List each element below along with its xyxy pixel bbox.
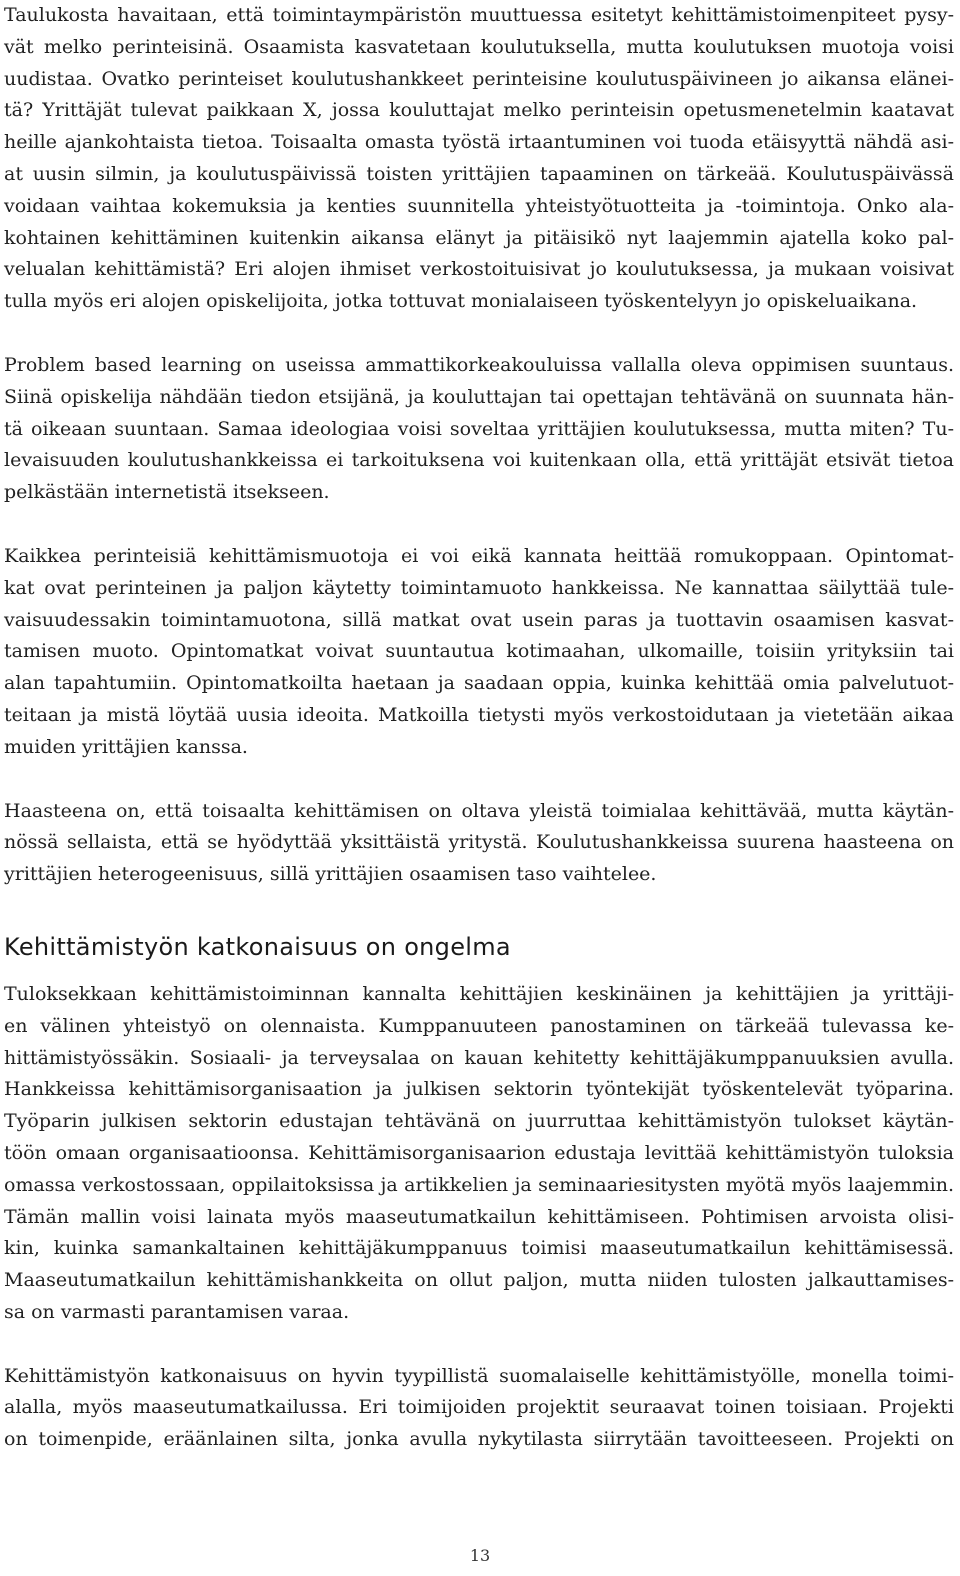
paragraph: [4, 1361, 954, 1456]
text-line: omassa verkostossaan, oppilaitoksissa ja artikkelien ja seminaariesitysten myötä myös laajemmin.: [4, 1173, 954, 1196]
text-line: heille ajankohtaista tietoa. Toisaalta omasta työstä irtaantuminen voi tuoda etäisyyttä nähdä asi-: [4, 131, 954, 154]
text-line: Hankkeissa kehittämisorganisaation ja julkisen sektorin työntekijät työskentelevät työparina.: [4, 1078, 954, 1101]
paragraph: [4, 350, 954, 509]
text-line: kin, kuinka samankaltainen kehittäjäkumppanuus toimisi maaseutumatkailun kehittämisessä.: [4, 1237, 954, 1260]
text-line: teitaan ja mistä löytää uusia ideoita. Matkoilla tietysti myös verkostoidutaan ja vietetään aikaa: [4, 703, 954, 726]
text-line: muiden yrittäjien kanssa.: [4, 735, 248, 758]
text-line: tulla myös eri alojen opiskelijoita, jotka tottuvat monialaiseen työskentelyyn jo opiskeluaikana.: [4, 290, 918, 313]
paragraph: [4, 979, 954, 1329]
text-line: Maaseutumatkailun kehittämishankkeita on ollut paljon, mutta niiden tulosten jalkauttamises-: [4, 1269, 954, 1292]
paragraph: [4, 0, 954, 318]
body-text-after-heading: [4, 979, 954, 1456]
text-line: vaisuudessakin toimintamuotona, sillä matkat ovat usein paras ja tuottavin osaamisen kasvat-: [4, 608, 954, 631]
text-line: levaisuuden koulutushankkeissa ei tarkoituksena voi kuitenkaan olla, että yrittäjät etsivät tietoa: [4, 449, 954, 472]
text-line: Kaikkea perinteisiä kehittämismuotoja ei voi eikä kannata heittää romukoppaan. Opintomat-: [4, 544, 954, 567]
text-line: hittämistyössäkin. Sosiaali- ja terveysalaa on kauan kehitetty kehittäjäkumppanuuksien avulla.: [4, 1046, 954, 1069]
paragraph-gap: [4, 764, 954, 796]
text-line: Tuloksekkaan kehittämistoiminnan kannalta kehittäjien keskinäinen ja kehittäjien ja yrittäji-: [4, 982, 954, 1005]
text-line: alan tapahtumiin. Opintomatkoilta haetaan ja saadaan oppia, kuinka kehittää omia palvelutuot-: [4, 672, 954, 695]
text-line: uudistaa. Ovatko perinteiset koulutushankkeet perinteisine koulutuspäivineen jo aikansa elänei-: [4, 67, 954, 90]
text-line: on toimenpide, eräänlainen silta, jonka avulla nykytilasta siirrytään tavoitteeseen. Projekti on: [4, 1428, 954, 1451]
body-text-before-heading: [4, 0, 954, 891]
text-line: töön omaan organisaatioonsa. Kehittämisorganisaarion edustaja levittää kehittämistyön tuloksia: [4, 1141, 954, 1164]
section-heading: Kehittämistyön katkonaisuus on ongelma: [4, 932, 511, 961]
text-line: nössä sellaista, että se hyödyttää yksittäistä yritystä. Koulutushankkeissa suurena haasteena on: [4, 831, 954, 854]
text-line: tä oikeaan suuntaan. Samaa ideologiaa voisi soveltaa yrittäjien koulutuksessa, mutta miten? Tu-: [4, 417, 954, 440]
text-line: Haasteena on, että toisaalta kehittämisen on oltava yleistä toimialaa kehittävää, mutta käytän-: [4, 799, 954, 822]
text-line: alalla, myös maaseutumatkailussa. Eri toimijoiden projektit seuraavat toinen toisiaan. Projekti: [4, 1396, 954, 1419]
paragraph: [4, 796, 954, 891]
text-line: kat ovat perinteinen ja paljon käytetty toimintamuoto hankkeissa. Ne kannattaa säilyttää tule-: [4, 576, 954, 599]
page-number: 13: [469, 1546, 491, 1565]
text-line: tä? Yrittäjät tulevat paikkaan X, jossa kouluttajat melko perinteisin opetusmenetelmin kaatavat: [4, 99, 954, 122]
text-line: velualan kehittämistä? Eri alojen ihmiset verkostoituisivat jo koulutuksessa, ja mukaan voisivat: [4, 258, 954, 281]
text-line: Tämän mallin voisi lainata myös maaseutumatkailun kehittämiseen. Pohtimisen arvoista olisi-: [4, 1205, 954, 1228]
text-line: tamisen muoto. Opintomatkat voivat suuntautua kotimaahan, ulkomaille, toisiin yrityksiin tai: [4, 640, 954, 663]
text-line: Siinä opiskelija nähdään tiedon etsijänä, ja kouluttajan tai opettajan tehtävänä on suunnata hän-: [4, 385, 954, 408]
text-line: Taulukosta havaitaan, että toimintaympäristön muuttuessa esitetyt kehittämistoimenpiteet pysy-: [4, 4, 954, 26]
paragraph-gap: [4, 509, 954, 541]
text-line: Työparin julkisen sektorin edustajan tehtävänä on juurruttaa kehittämistyön tulokset käytän-: [4, 1110, 954, 1133]
text-line: sa on varmasti parantamisen varaa.: [4, 1300, 350, 1323]
text-line: yrittäjien heterogeenisuus, sillä yrittäjien osaamisen taso vaihtelee.: [4, 863, 657, 886]
text-line: pelkästään internetistä itsekseen.: [4, 481, 330, 504]
text-line: en välinen yhteistyö on olennaista. Kumppanuuteen panostaminen on tärkeää tulevassa ke-: [4, 1014, 954, 1037]
paragraph: [4, 541, 954, 764]
paragraph-gap: [4, 1329, 954, 1361]
text-line: kohtainen kehittäminen kuitenkin aikansa elänyt ja pitäisikö nyt laajemmin ajatella koko pal-: [4, 226, 954, 249]
text-line: Kehittämistyön katkonaisuus on hyvin tyypillistä suomalaiselle kehittämistyölle, monella toimi-: [4, 1364, 954, 1387]
text-line: vät melko perinteisinä. Osaamista kasvatetaan koulutuksella, mutta koulutuksen muotoja voisi: [4, 35, 954, 58]
text-line: voidaan vaihtaa kokemuksia ja kenties suunnitella yhteistyötuotteita ja -toimintoja. Onko ala-: [4, 194, 954, 217]
text-line: Problem based learning on useissa ammattikorkeakouluissa vallalla oleva oppimisen suuntaus.: [4, 353, 954, 376]
paragraph-gap: [4, 318, 954, 350]
text-line: at uusin silmin, ja koulutuspäivissä toisten yrittäjien tapaaminen on tärkeää. Koulutuspäivässä: [4, 162, 954, 185]
